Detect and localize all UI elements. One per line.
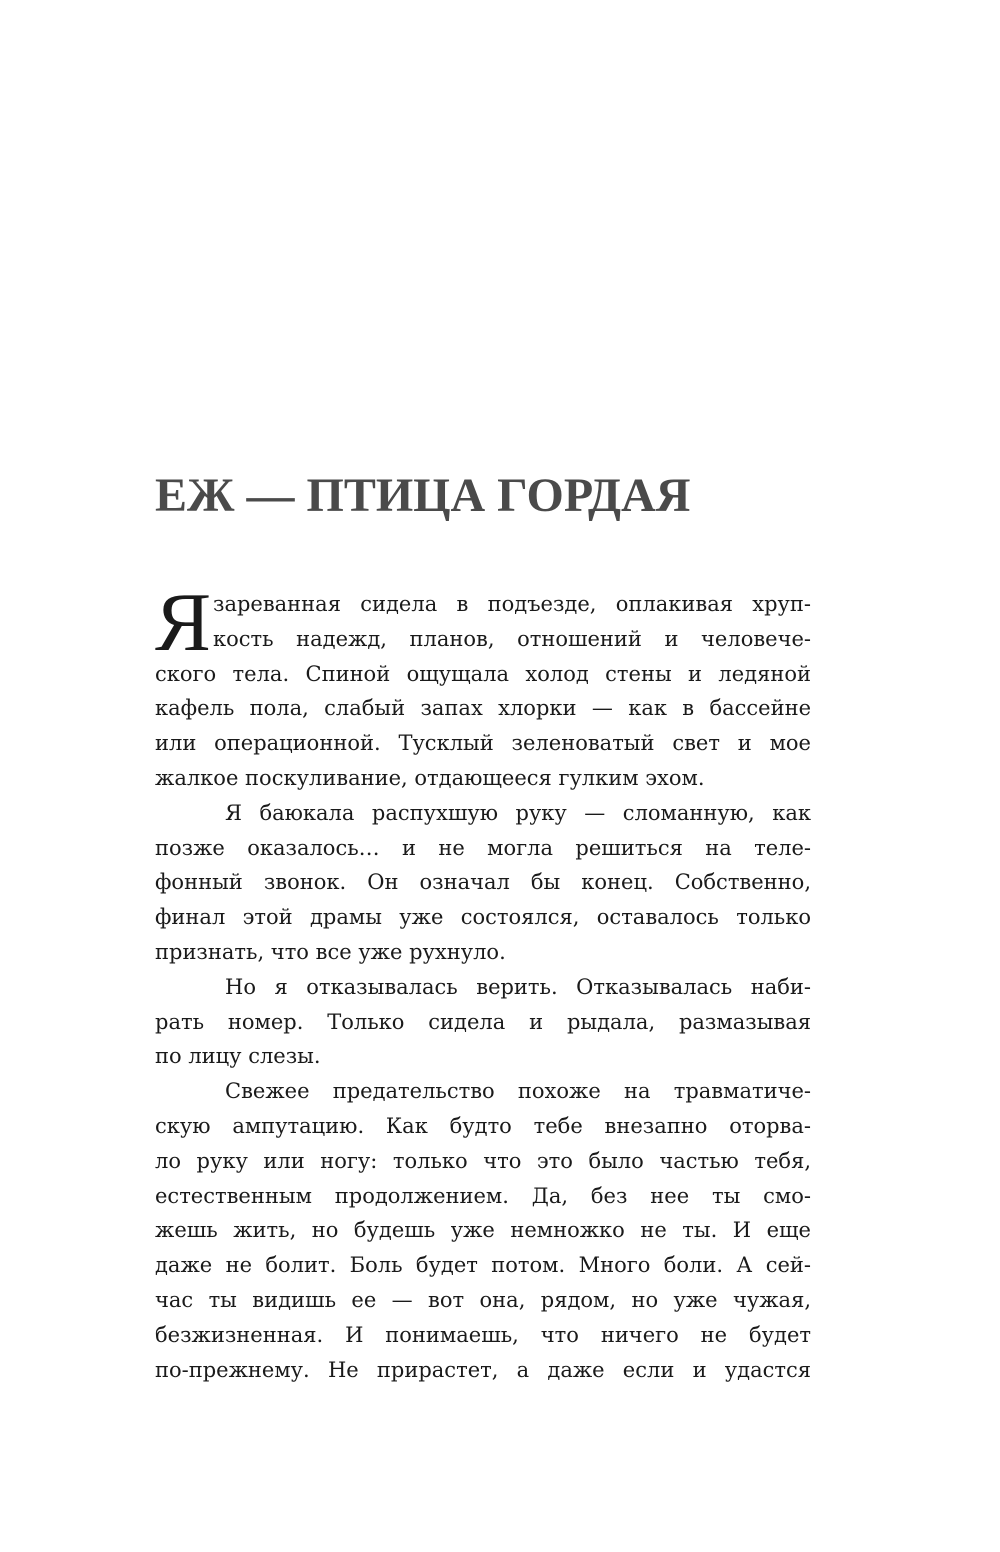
text-line: кость надежд, планов, отношений и человече- xyxy=(213,626,811,651)
text-line: фонный звонок. Он означал бы конец. Собственно, xyxy=(155,870,811,895)
text-line: или операционной. Тусклый зеленоватый свет и мое xyxy=(155,731,811,756)
text-line: час ты видишь ее — вот она, рядом, но уже чужая, xyxy=(155,1287,811,1312)
text-line: финал этой драмы уже состоялся, оставалось только xyxy=(155,905,811,930)
text-line: скую ампутацию. Как будто тебе внезапно оторва- xyxy=(155,1113,811,1138)
text-line: Я баюкала распухшую руку — сломанную, как xyxy=(225,800,811,825)
text-line: даже не болит. Боль будет потом. Много боли. А сей- xyxy=(155,1253,811,1278)
text-line: безжизненная. И понимаешь, что ничего не будет xyxy=(155,1322,811,1347)
text-line: естественным продолжением. Да, без нее ты смо- xyxy=(155,1183,811,1208)
text-line: кафель пола, слабый запах хлорки — как в бассейне xyxy=(155,696,811,721)
text-line: ского тела. Спиной ощущала холод стены и ледяной xyxy=(155,661,811,686)
chapter-body xyxy=(155,576,811,1387)
text-line: зареванная сидела в подъезде, оплакивая хруп- xyxy=(213,592,811,616)
text-line: Свежее предательство похоже на травматиче- xyxy=(225,1079,811,1104)
text-line: жешь жить, но будешь уже немножко не ты. И еще xyxy=(155,1218,811,1243)
chapter-title: ЕЖ — ПТИЦА ГОРДАЯ xyxy=(155,469,691,522)
text-line: признать, что все уже рухнуло. xyxy=(155,939,506,964)
text-line: Но я отказывалась верить. Отказывалась наби- xyxy=(225,974,811,999)
text-line: ло руку или ногу: только что это было частью тебя, xyxy=(155,1148,811,1173)
drop-cap: Я xyxy=(155,576,212,669)
text-line: по-прежнему. Не прирастет, а даже если и удастся xyxy=(155,1357,811,1382)
text-line: рать номер. Только сидела и рыдала, размазывая xyxy=(155,1009,811,1034)
text-line: позже оказалось… и не могла решиться на теле- xyxy=(155,835,811,860)
text-line: по лицу слезы. xyxy=(155,1044,321,1069)
text-line: жалкое поскуливание, отдающееся гулким эхом. xyxy=(155,765,705,790)
